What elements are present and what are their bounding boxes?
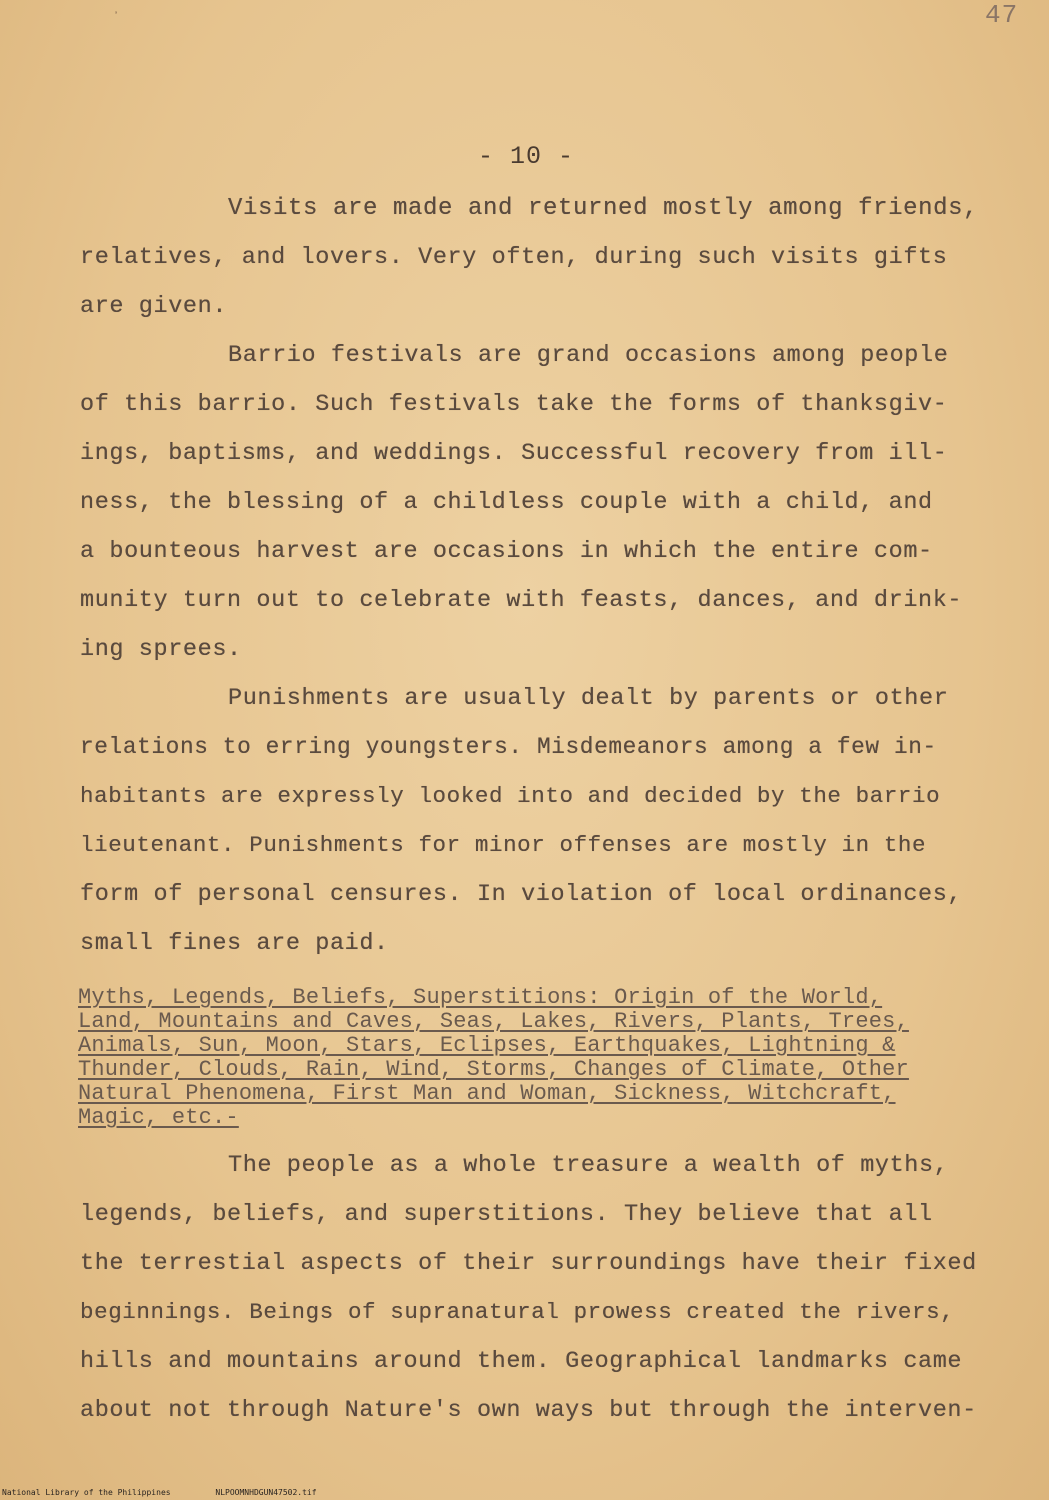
paragraph-line: of this barrio. Such festivals take the forms of thanksgiv-: [80, 391, 948, 418]
paragraph-line: ings, baptisms, and weddings. Successful recovery from ill-: [80, 440, 948, 467]
paragraph-line: hills and mountains around them. Geographical landmarks came: [80, 1348, 963, 1375]
paragraph-line: Punishments are usually dealt by parents or other: [228, 685, 949, 712]
section-heading-line: Thunder, Clouds, Rain, Wind, Storms, Changes of Climate, Other: [78, 1057, 909, 1082]
paragraph-line: are given.: [80, 293, 228, 320]
footer-file-id: NLPOOMNHDGUN47502.tif: [215, 1488, 317, 1497]
paragraph-line: form of personal censures. In violation of local ordinances,: [80, 881, 963, 908]
scan-footer: [2, 1488, 357, 1497]
section-heading-line: Natural Phenomena, First Man and Woman, Sickness, Witchcraft,: [78, 1081, 896, 1106]
section-heading-line: Land, Mountains and Caves, Seas, Lakes, Rivers, Plants, Trees,: [78, 1009, 909, 1034]
section-heading-line: Animals, Sun, Moon, Stars, Eclipses, Earthquakes, Lightning &: [78, 1033, 896, 1058]
section-heading-line: Magic, etc.-: [78, 1105, 239, 1130]
stray-mark: ʼ: [113, 12, 120, 23]
paragraph-line: lieutenant. Punishments for minor offenses are mostly in the: [80, 832, 927, 858]
paragraph-line: small fines are paid.: [80, 930, 389, 957]
paragraph-line: relations to erring youngsters. Misdemeanors among a few in-: [80, 734, 937, 760]
page-number: - 10 -: [478, 142, 575, 171]
paragraph-line: munity turn out to celebrate with feasts, dances, and drink-: [80, 587, 963, 614]
paragraph-line: a bounteous harvest are occasions in which the entire com-: [80, 538, 933, 565]
paragraph-line: beginnings. Beings of supranatural prowess created the rivers,: [80, 1299, 955, 1325]
paragraph-line: Barrio festivals are grand occasions among people: [228, 342, 949, 369]
paragraph-line: ness, the blessing of a childless couple with a child, and: [80, 489, 933, 516]
paragraph-line: relatives, and lovers. Very often, during such visits gifts: [80, 244, 948, 271]
footer-library: National Library of the Philippines: [2, 1488, 171, 1497]
page-corner-annotation: 47: [985, 0, 1019, 30]
paragraph-line: The people as a whole treasure a wealth of myths,: [228, 1152, 949, 1179]
paragraph-line: legends, beliefs, and superstitions. They believe that all: [80, 1201, 933, 1228]
section-heading-line: Myths, Legends, Beliefs, Superstitions: Origin of the World,: [78, 985, 883, 1010]
paragraph-line: ing sprees.: [80, 636, 242, 663]
paragraph-line: the terrestial aspects of their surroundings have their fixed: [80, 1250, 977, 1277]
paragraph-line: about not through Nature's own ways but through the interven-: [80, 1397, 977, 1424]
paragraph-line: habitants are expressly looked into and decided by the barrio: [80, 783, 941, 809]
paragraph-line: Visits are made and returned mostly among friends,: [228, 195, 979, 222]
